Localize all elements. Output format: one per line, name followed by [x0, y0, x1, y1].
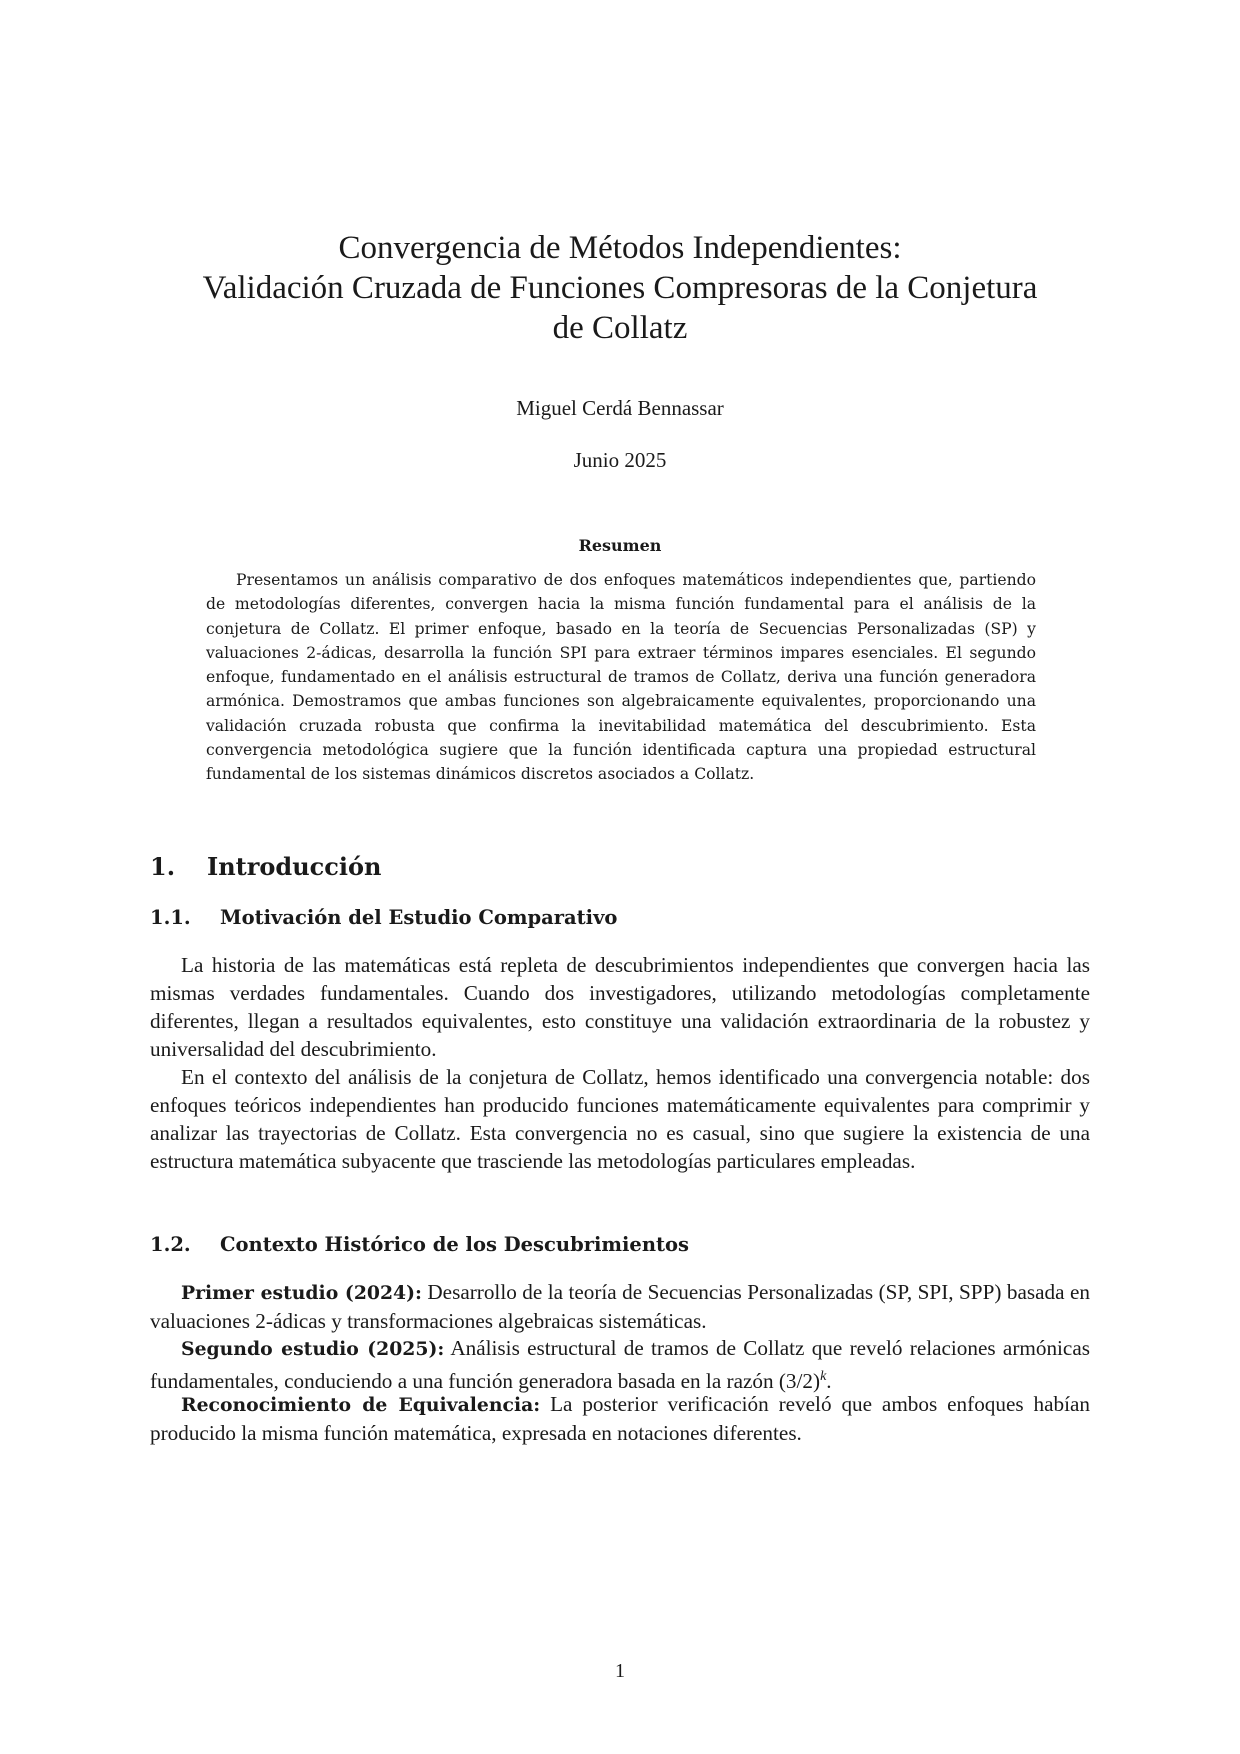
item-label: Segundo estudio (2025):	[181, 1338, 445, 1360]
subsection-title: Contexto Histórico de los Descubrimientos	[220, 1233, 690, 1256]
section-title: Introducción	[207, 852, 382, 881]
item-text: Análisis estructural de tramos de Collatz que reveló relaciones armónicas fundamentales, conduciendo a una función generadora basada en la razón (3/2)	[150, 1336, 1090, 1394]
subsection-number: 1.1.	[150, 906, 191, 929]
item-label: Reconocimiento de Equivalencia:	[181, 1394, 541, 1416]
section-number: 1.	[150, 852, 176, 881]
paper-title	[150, 228, 1090, 348]
subsection-heading-contexto	[150, 1233, 689, 1256]
section-heading-introduccion	[150, 852, 381, 881]
subsection-number: 1.2.	[150, 1233, 191, 1256]
item-text: Desarrollo de la teoría de Secuencias Personalizadas (SP, SPI, SPP) basada en valuaciones 2-ádicas y transformaciones algebraicas sistemáticas.	[150, 1280, 1090, 1333]
title-line-1: Convergencia de Métodos Independientes:	[338, 230, 902, 266]
abstract-text: Presentamos un análisis comparativo de dos enfoques matemáticos independientes que, partiendo de metodologías diferentes, convergen hacia la misma función fundamental para el análisis de la conjetura de Collatz. El primer enfoque, basado en la teoría de Secuencias Personalizadas (SP) y valuaciones 2-ádicas, desarrolla la función SPI para extraer términos impares esenciales. El segundo enfoque, fundamentado en el análisis estructural de tramos de Collatz, deriva una función generadora armónica. Demostramos que ambas funciones son algebraicamente equivalentes, proporcionando una validación cruzada robusta que confirma la inevitabilidad matemática del descubrimiento. Esta convergencia metodológica sugiere que la función identificada captura una propiedad estructural fundamental de los sistemas dinámicos discretos asociados a Collatz.	[206, 571, 1036, 784]
abstract-heading: Resumen	[578, 536, 662, 555]
publication-date: Junio 2025	[573, 448, 667, 472]
author-name: Miguel Cerdá Bennassar	[516, 396, 724, 420]
page-number: 1	[615, 1660, 625, 1682]
paragraph-primer-estudio	[150, 1278, 1090, 1335]
subsection-title: Motivación del Estudio Comparativo	[220, 906, 618, 929]
paragraph-motivacion-2: En el contexto del análisis de la conjetura de Collatz, hemos identificado una convergencia notable: dos enfoques teóricos independientes han producido funciones matemáticamente equivalentes para comprimir y analizar las trayectorias de Collatz. Esta convergencia no es casual, sino que sugiere la existencia de una estructura matemática subyacente que trasciende las metodologías particulares empleadas.	[150, 1065, 1090, 1173]
item-suffix: .	[826, 1369, 832, 1394]
paragraph-reconocimiento	[150, 1390, 1090, 1447]
subsection-heading-motivacion	[150, 906, 617, 929]
exponent: k	[820, 1369, 827, 1384]
paragraph-segundo-estudio	[150, 1334, 1090, 1395]
title-line-2: Validación Cruzada de Funciones Compresoras de la Conjetura	[202, 270, 1038, 306]
paragraph-motivacion-1: La historia de las matemáticas está repleta de descubrimientos independientes que convergen hacia las mismas verdades fundamentales. Cuando dos investigadores, utilizando metodologías completamente diferentes, llegan a resultados equivalentes, esto constituye una validación extraordinaria de la robustez y universalidad del descubrimiento.	[150, 953, 1090, 1061]
title-line-3: de Collatz	[552, 310, 688, 346]
item-label: Primer estudio (2024):	[181, 1282, 422, 1304]
item-text: La posterior verificación reveló que ambos enfoques habían producido la misma función matemática, expresada en notaciones diferentes.	[150, 1392, 1090, 1445]
